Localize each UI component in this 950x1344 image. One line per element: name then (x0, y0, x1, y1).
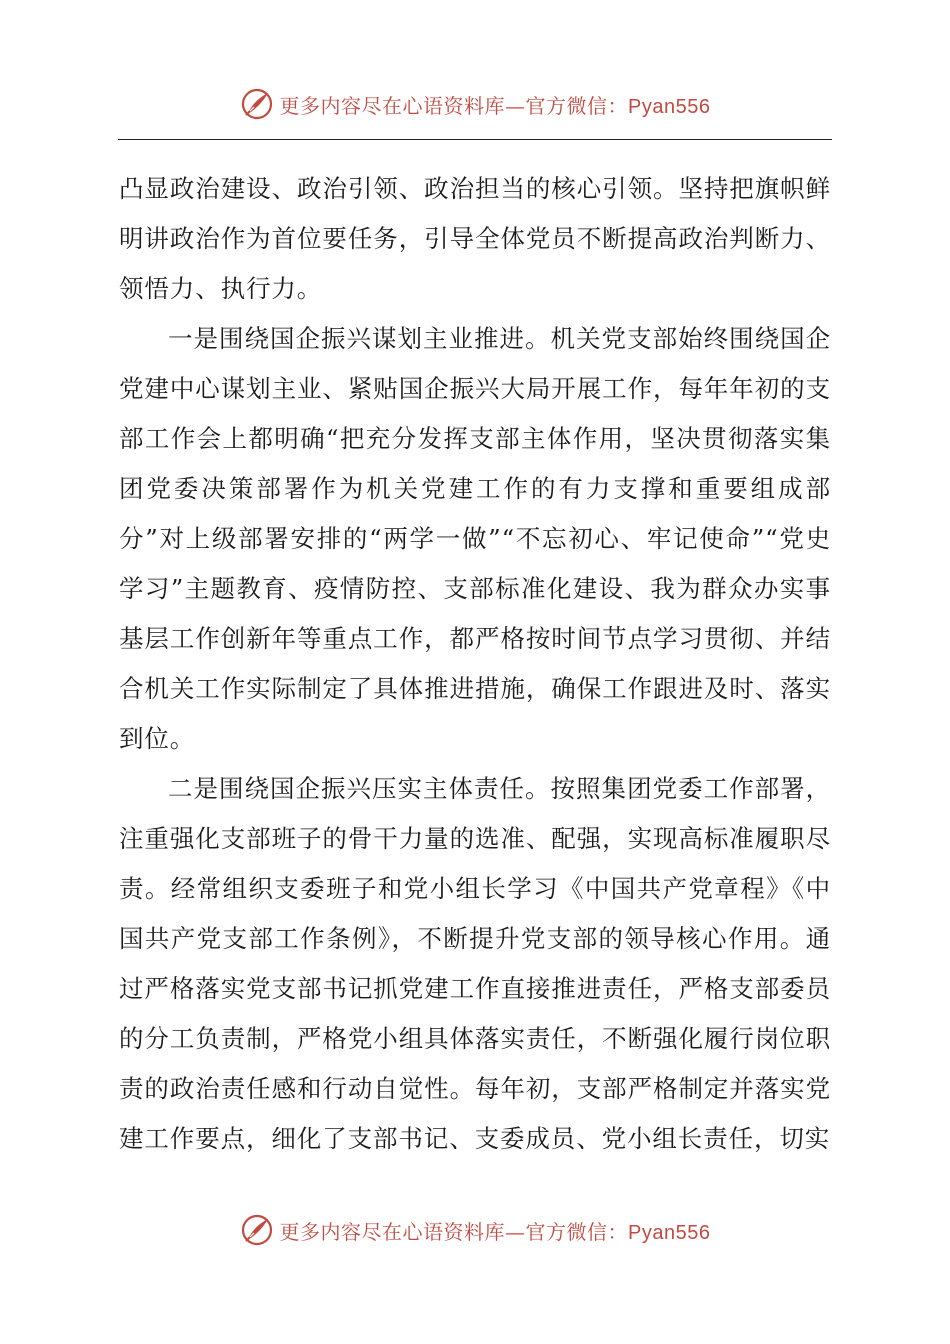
quill-circle-icon (240, 1213, 274, 1247)
banner-wechat-id: Pyan556 (628, 95, 711, 118)
banner-dash: — (505, 1219, 526, 1244)
banner-dash: — (505, 93, 526, 118)
banner-text (280, 1216, 711, 1245)
banner-wechat-id: Pyan556 (628, 1221, 711, 1244)
banner-main-text: 更多内容尽在心语资料库 (279, 93, 506, 118)
quill-circle-icon (240, 87, 274, 121)
header-banner (0, 84, 950, 124)
footer-banner (0, 1210, 950, 1250)
paragraph-main-business: 一是围绕国企振兴谋划主业推进。机关党支部始终围绕国企党建中心谋划主业、紧贴国企振兴大局开展工作，每年年初的支部工作会上都明确“把充分发挥支部主体作用，坚决贯彻落实集团党委决策部署作为机关党建工作的有力支撑和重要组成部分”对上级部署安排的“两学一做”“不忘初心、牢记使命”“党史学习”主题教育、疫情防控、支部标准化建设、我为群众办实事基层工作创新年等重点工作，都严格按时间节点学习贯彻、并结合机关工作实际制定了具体推进措施，确保工作跟进及时、落实到位。 (119, 324, 831, 753)
banner-wechat-label: 官方微信： (525, 1219, 629, 1244)
document-body (119, 164, 831, 1164)
header-divider (118, 139, 832, 140)
banner-text (280, 90, 711, 119)
paragraph-continuation: 凸显政治建设、政治引领、政治担当的核心引领。坚持把旗帜鲜明讲政治作为首位要任务，引导全体党员不断提高政治判断力、领悟力、执行力。 (119, 174, 831, 303)
paragraph-main-responsibility: 二是围绕国企振兴压实主体责任。按照集团党委工作部署，注重强化支部班子的骨干力量的选准、配强，实现高标准履职尽责。经常组织支委班子和党小组长学习《中国共产党章程》《中国共产党支部工作条例》，不断提升党支部的领导核心作用。通过严格落实党支部书记抓党建工作直接推进责任，严格支部委员的分工负责制，严格党小组具体落实责任，不断强化履行岗位职责的政治责任感和行动自觉性。每年初，支部严格制定并落实党建工作要点，细化了支部书记、支委成员、党小组长责任，切实 (119, 774, 831, 1153)
banner-main-text: 更多内容尽在心语资料库 (279, 1219, 506, 1244)
banner-wechat-label: 官方微信： (525, 93, 629, 118)
